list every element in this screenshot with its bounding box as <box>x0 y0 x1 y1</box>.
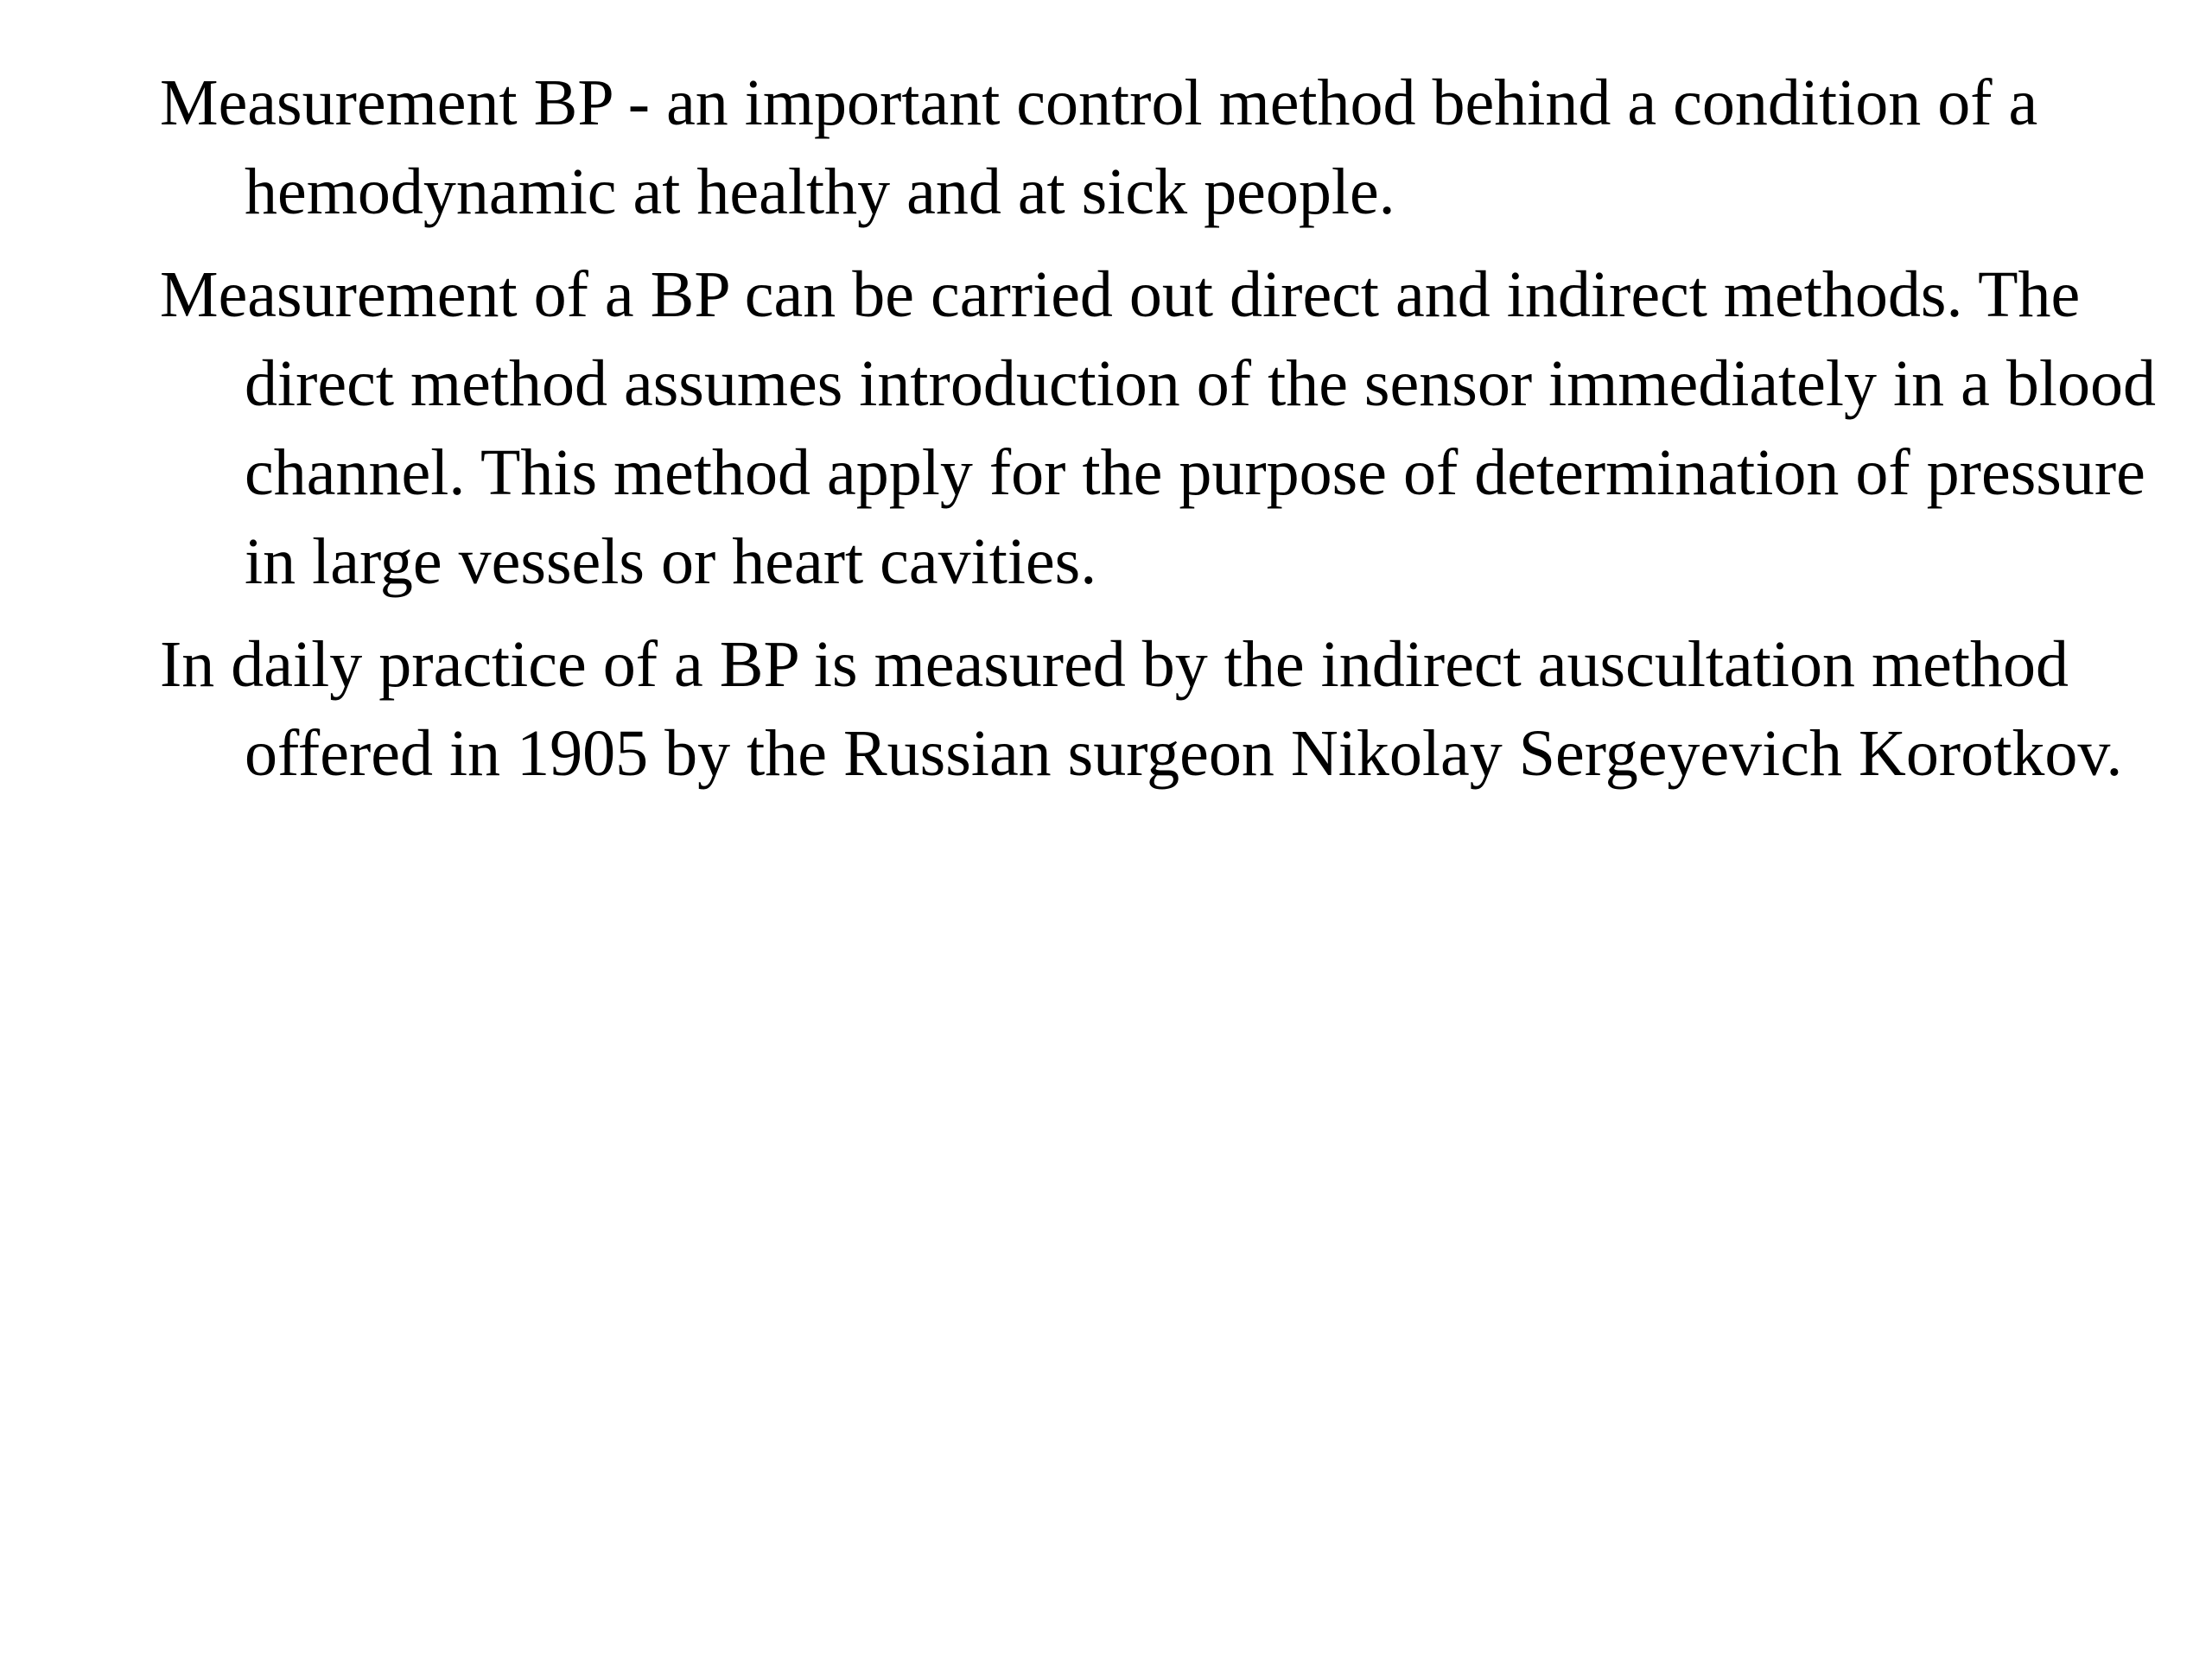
paragraph-korotkov-method: In daily practice of a BP is measured by the indirect auscultation method offered in 1905 by the Russian surgeon Nikolay Sergeyevich Korotkov. <box>160 628 2123 790</box>
paragraph-direct-indirect-methods: Measurement of a BP can be carried out direct and indirect methods. The direct method assumes introduction of the sensor immediately in a blood channel. This method apply for the purpose of determination of pressure in large vessels or heart cavities. <box>160 258 2156 598</box>
paragraph-bp-importance: Measurement BP - an important control method behind a condition of a hemodynamic at healthy and at sick people. <box>160 67 2038 228</box>
